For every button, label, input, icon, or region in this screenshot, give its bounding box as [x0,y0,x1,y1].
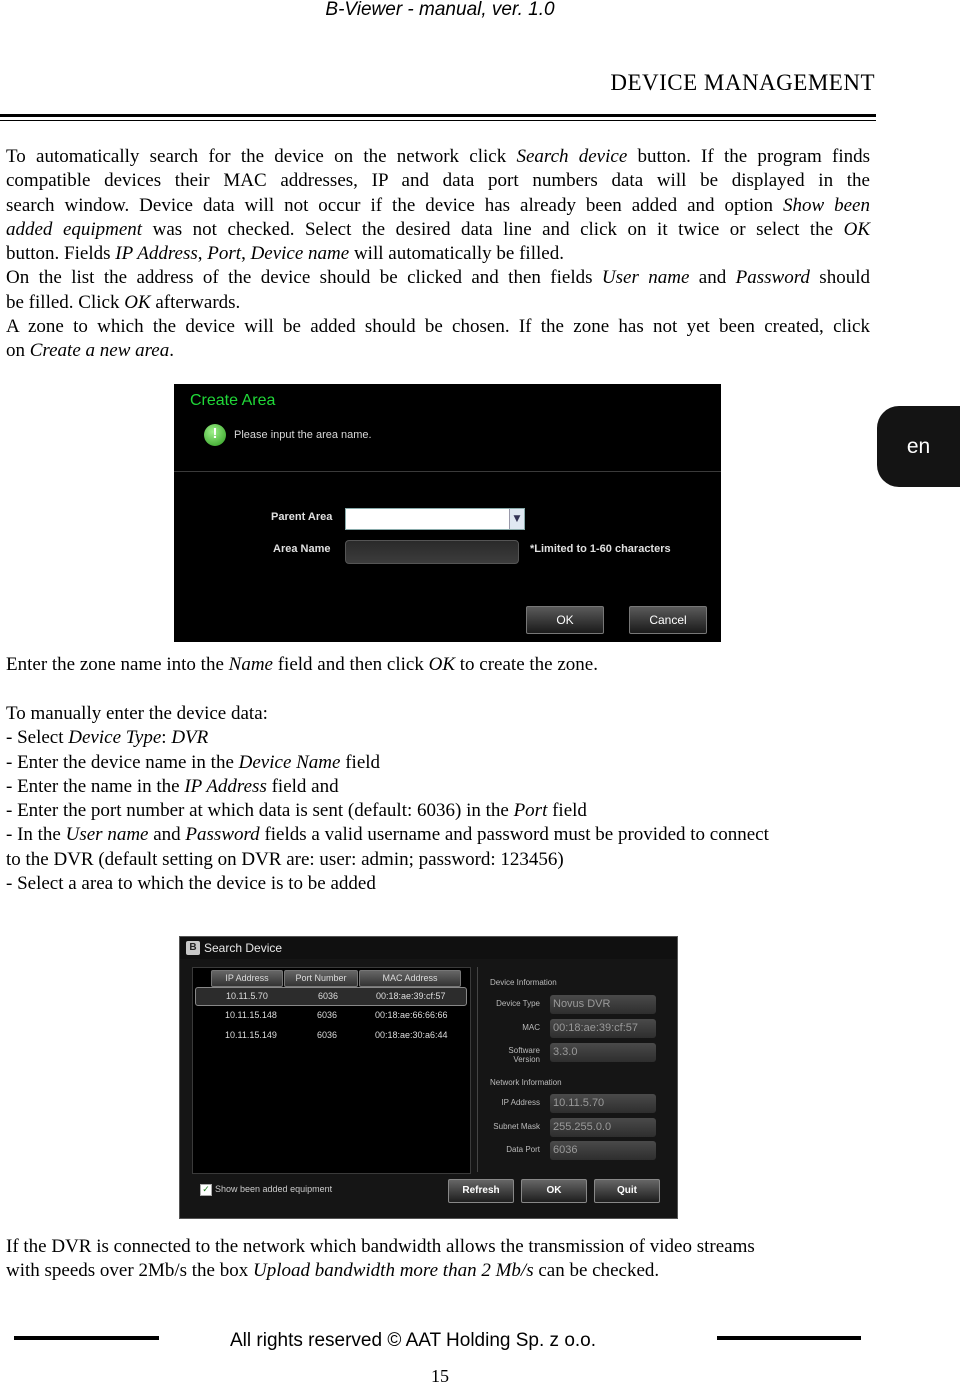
app-logo-icon: B [186,941,200,955]
dialog-title: Create Area [190,392,276,409]
table-row[interactable]: 10.11.15.149 6036 00:18:ae:30:a6:44 [225,1030,448,1040]
running-header: B-Viewer - manual, ver. 1.0 [325,0,555,20]
mac-field[interactable]: 00:18:ae:39:cf:57 [550,1019,656,1038]
column-header-port[interactable]: Port Number [284,970,358,987]
manual-entry-steps: To manually enter the device data: - Select Device Type: DVR - Enter the device name in the Device Name field - Enter the name in the IP Address field and - Enter the port number at which data is sent (default: 6036) in the Port field - In the User name and Password fields a valid username and password must be provided to connect to the DVR (default setting on DVR are: user: admin; password: 123456) - Select a area to which the device is to be added [6,703,769,895]
mac-label: MAC [522,1023,540,1032]
refresh-button[interactable]: Refresh [448,1179,514,1203]
column-header-mac[interactable]: MAC Address [359,970,461,987]
intro-paragraph: To automatically search for the device on the network click Search device button. If the program finds compatible devices their MAC addresses, IP and data port numbers data will be displayed in the search window. Device data will not occur if the device has already been added and option Show been added equipment was not checked. Select the desired data line and click on it twice or select the OK button. Fields IP Address, Port, Device name will automatically be filled. On the list the address of the device should be clicked and then fields User name and Password should be filled. Click OK afterwards. A zone to which the device will be added should be chosen. If the zone has not yet been created, click on Create a new area. [6,146,871,362]
ip-address-field[interactable]: 10.11.5.70 [550,1094,656,1113]
cancel-button[interactable]: Cancel [629,606,707,634]
device-table [192,967,471,1174]
ok-button[interactable]: OK [521,1179,587,1203]
data-port-field[interactable]: 6036 [550,1141,656,1160]
info-icon [204,424,226,446]
chevron-down-icon[interactable]: ▼ [509,509,524,529]
divider [174,471,721,472]
ok-button[interactable]: OK [526,606,604,634]
subnet-mask-label: Subnet Mask [493,1122,540,1131]
zone-paragraph: Enter the zone name into the Name field and then click OK to create the zone. [6,654,598,675]
column-header-ip[interactable]: IP Address [211,970,283,987]
table-row[interactable]: 10.11.5.70 6036 00:18:ae:39:cf:57 [195,987,467,1006]
section-title: DEVICE MANAGEMENT [610,70,875,95]
footer-rights: All rights reserved © AAT Holding Sp. z o.o. [230,1330,597,1351]
limit-note: *Limited to 1-60 characters [530,543,671,555]
hint-text: Please input the area name. [234,429,372,441]
header-rule [0,114,876,117]
ip-address-label: IP Address [501,1098,540,1107]
parent-area-label: Parent Area [271,511,333,523]
create-area-dialog [174,384,721,642]
search-device-dialog [179,936,678,1219]
title-bar [180,937,677,959]
footer-rule-left [14,1336,159,1340]
data-port-label: Data Port [506,1145,540,1154]
subnet-mask-field[interactable]: 255.255.0.0 [550,1118,656,1137]
bandwidth-paragraph: If the DVR is connected to the network which bandwidth allows the transmission of video streams with speeds over 2Mb/s the box Upload bandwidth more than 2 Mb/s can be checked. [6,1236,755,1282]
device-type-label: Device Type [496,999,540,1008]
device-info-heading: Device Information [490,978,557,987]
header-rule-thin [0,120,876,121]
table-row[interactable]: 10.11.15.148 6036 00:18:ae:66:66:66 [225,1010,448,1020]
show-added-checkbox[interactable]: ✓ [200,1184,212,1196]
page-number: 15 [431,1366,449,1386]
area-name-input[interactable] [345,540,519,564]
parent-area-select[interactable] [345,508,525,530]
software-label: Software Version [508,1046,540,1064]
device-type-field[interactable]: Novus DVR [550,995,656,1014]
panel-divider [477,967,478,1172]
quit-button[interactable]: Quit [594,1179,660,1203]
language-tab: en [877,406,960,487]
dialog-title: Search Device [204,941,283,955]
footer-rule-right [717,1336,861,1340]
show-added-label: Show been added equipment [215,1184,333,1194]
area-name-label: Area Name [273,543,331,555]
network-info-heading: Network Information [490,1078,562,1087]
software-version-field[interactable]: 3.3.0 [550,1043,656,1062]
